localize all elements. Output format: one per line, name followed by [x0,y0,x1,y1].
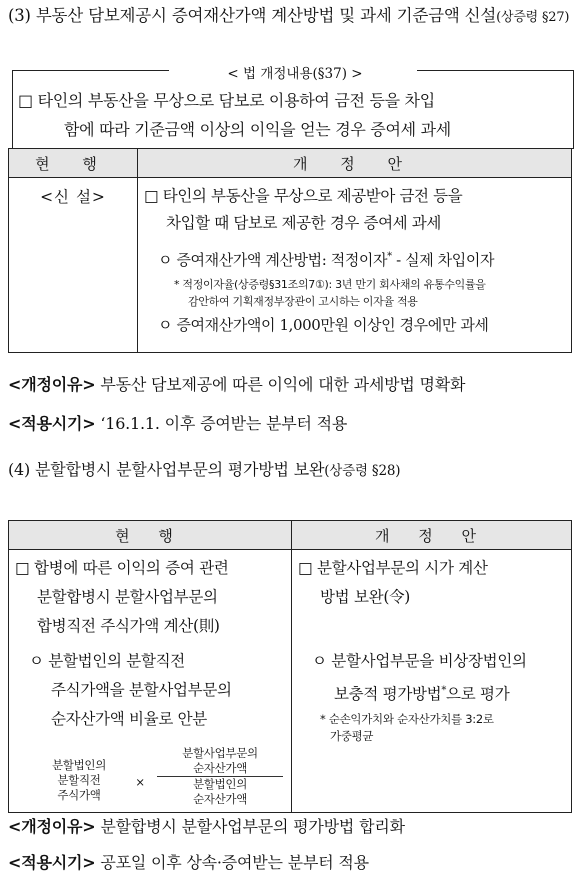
ratio-formula [39,746,289,812]
reason-2-label: <개정이유> [8,817,96,836]
table2-current-bullet-1: ㅇ 분할법인의 분할직전 [29,652,185,670]
table1-proposed-bullet-1 [144,243,571,274]
table1-proposed-bullet-2: ㅇ 증여재산가액이 1,000만원 이상인 경우에만 과세 [158,316,489,334]
table2-current-bullet-2: 주식가액을 분할사업부문의 [51,681,232,699]
table1-note-line-1: * 적정이자율(상증령§31조의7①): 3년 만기 회사채의 유통수익률을 [174,278,486,291]
formula-numerator-2: 순자산가액 [192,761,248,775]
table1-current-cell [9,178,138,353]
section3-title-main: (3) 부동산 담보제공시 증여재산가액 계산방법 및 과세 기준금액 신설 [8,6,497,25]
comparison-table-1 [8,148,572,353]
table2-proposed-bullet-2 [298,676,571,709]
table2-proposed-line-1: □ 분할사업부문의 시가 계산 [298,559,488,577]
apply-2-text: 공포일 이후 상속·증여받는 분부터 적용 [95,853,369,872]
apply-1-text: ‘16.1.1. 이후 증여받는 분부터 적용 [95,414,348,433]
comparison-table-2 [8,520,572,813]
section4-title-ref: (상증령 §28) [324,463,401,479]
table1-proposed-line-2: 차입할 때 담보로 제공한 경우 증여세 과세 [166,214,441,232]
formula-denominator-1: 분할법인의 [192,777,248,791]
table1-proposed-cell [138,178,572,353]
law-change-line-2: 함에 따라 기준금액 이상의 이익을 얻는 경우 증여세 과세 [64,120,451,139]
table2-header-proposed: 개 정 안 [292,521,572,550]
table1-header-current: 현 행 [9,149,138,178]
footnote-star: * [441,685,447,696]
table2-current-bullet-3: 순자산가액 비율로 안분 [51,710,207,728]
apply-1 [8,411,347,434]
formula-left-1: 분할법인의 [51,758,107,772]
formula-times: × [135,775,145,789]
formula-denominator-2: 순자산가액 [192,792,248,806]
formula-left-3: 주식가액 [57,788,101,802]
law-change-line-1: □ 타인의 부동산을 무상으로 담보로 이용하여 금전 등을 차입 [18,91,435,110]
reason-1-label: <개정이유> [8,375,96,394]
table2-note-line-1: * 순손익가치와 순자산가치를 3:2로 [320,712,494,727]
table2-current-line-1: □ 합병에 따른 이익의 증여 관련 [15,559,229,577]
section4-title-main: (4) 분할합병시 분할사업부문의 평가방법 보완 [8,460,325,479]
table1-proposed-bullet-1-text: ㅇ 증여재산가액 계산방법: 적정이자 [158,251,388,269]
table2-current-line-3: 합병직전 주식가액 계산(則) [37,617,220,635]
apply-1-label: <적용시기> [8,414,96,433]
table1-header-proposed: 개 정 안 [138,149,572,178]
table2-header-current: 현 행 [9,521,292,550]
reason-2-text: 분할합병시 분할사업부문의 평가방법 합리화 [95,817,405,836]
table2-note-line-2: 가중평균 [330,729,374,744]
table2-proposed-bullet-1: ㅇ 분할사업부문을 비상장법인의 [312,652,527,670]
table1-current-text: <신 설> [40,188,106,206]
formula-left-2: 분할직전 [57,773,101,787]
table2-proposed-bullet-2-tail: 으로 평가 [446,685,510,704]
table2-proposed-line-2: 방법 보완(令) [320,588,411,606]
table2-current-cell [9,550,292,813]
section3-title-ref: (상증령 §27) [496,10,570,25]
apply-2-label: <적용시기> [8,853,96,872]
table2-current-line-2: 분할합병시 분할사업부문의 [37,588,218,606]
reason-1-text: 부동산 담보제공에 따른 이익에 대한 과세방법 명확화 [95,375,466,394]
table2-proposed-bullet-2-text: 보충적 평가방법 [334,685,442,704]
reason-2 [8,814,405,837]
law-change-text [18,86,570,144]
footnote-star: * [387,251,392,262]
table1-proposed-line-1: □ 타인의 부동산을 무상으로 제공받아 금전 등을 [144,187,463,205]
reason-1 [8,372,465,395]
law-change-title: < 법 개정내용(§37) > [227,66,363,82]
section3-title [8,4,574,30]
formula-numerator-1: 분할사업부문의 [182,746,258,760]
table1-proposed-bullet-1-tail: - 실제 차입이자 [391,251,495,269]
apply-2 [8,850,369,873]
table2-proposed-cell [292,550,572,813]
section4-title [8,457,400,480]
table1-note-line-2: 감안하여 기획재정부장관이 고시하는 이자율 적용 [188,295,418,308]
